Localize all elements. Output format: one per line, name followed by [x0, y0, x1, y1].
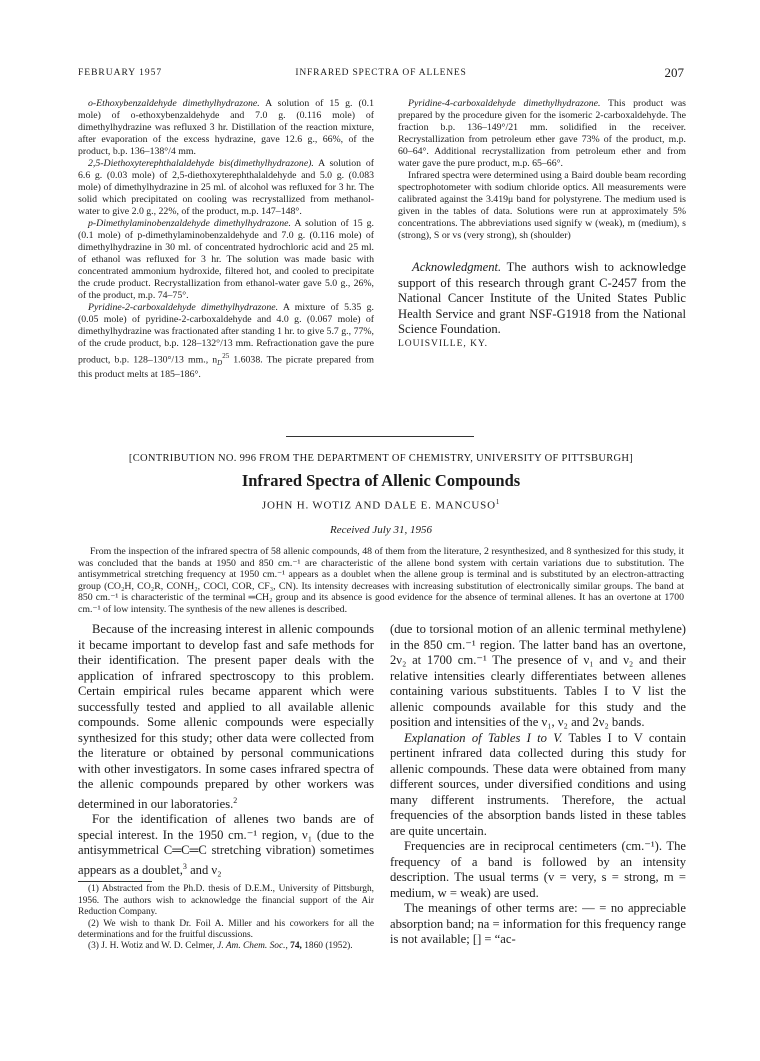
abstract-text: From the inspection of the infrared spectra of 58 allenic compounds, 48 of them from the literature, 2 resynthesized, and 8 synthesized for this study, it was concluded that the bands at 1950 and 850 cm.⁻¹ are characteristic of the allene bond system with certain variations due to substitution. The antisymmetrical stretching frequency at 1950 cm.⁻¹ appears as a doublet when the allene group is terminal and is substituted by an electron-attracting group (CO₂H, CO₂R, CONH₂, COCl, COR, CF₃, CN). Its intensity decreases with increasing substitution of electronically similar groups. The band at 850 cm.⁻¹ is characteristic of the terminal ═CH₂ group and its absence is good evidence for the absence of terminal allenes. It has an overtone at 1700 cm.⁻¹ of low intensity. The synthesis of the new allenes is described.: [78, 546, 684, 615]
paragraph-title: Pyridine-2-carboxaldehyde dimethylhydrazone.: [88, 302, 279, 313]
paragraph-text: This product was prepared by the procedure given for the isomeric 2-carboxaldehyde. The fraction b.p. 136–149°/21 mm. solidified in the receiver. Recrystallization from petroleum ether gave 73% of the product, m.p. 60–64°. Additional recrystallization from petroleum ether and from water gave the pure product, m.p. 65–66°.: [398, 98, 686, 169]
footnotes: [78, 884, 374, 952]
acknowledgment: [398, 260, 686, 338]
top-right-column: [398, 98, 686, 350]
running-header: [78, 66, 684, 82]
footnote-text: ,: [285, 941, 288, 952]
paragraph: Infrared spectra were determined using a Baird double beam recording spectrophotometer with sodium chloride optics. All measurements were calibrated against the 3.419μ band for polystyrene. The medium used is given in the tables of data. Solutions were run at approximately 5% concentrations. The abbreviations used signify w (weak), m (medium), s (strong), S or vs (very strong), sh (shoulder): [398, 170, 686, 241]
paragraph-text: 1.6038. The picrate prepared from this product melts at 185–186°.: [78, 354, 374, 381]
paragraph-text: For the identification of allenes two bands are of special interest. In the 1950 cm.⁻¹ region, ν₁ (due to the antisymmetrical C═C═C stretching vibration) sometimes appears as a doublet,: [78, 812, 374, 877]
paragraph-title: Explanation of Tables I to V.: [404, 730, 563, 745]
paragraph-text: and ν₂: [186, 862, 222, 877]
paragraph-text: A solution of 6.6 g. (0.03 mole) of 2,5-diethoxyterephthalaldehyde and 5.0 g. (0.083 mole) of dimethylhydrazine in 25 ml. of alcohol was refluxed for 3 hr. The solid which precipitated on cooling was recrystallized from methanol-water to give 2.0 g., 22%, of the product, m.p. 147–148°.: [78, 158, 374, 217]
header-date: FEBRUARY 1957: [78, 68, 163, 78]
paragraph: [78, 622, 374, 812]
footnote-ref: 3: [182, 861, 187, 871]
footnote-ref: 1: [495, 498, 501, 506]
footnote: (1) Abstracted from the Ph.D. thesis of D.E.M., University of Pittsburgh, 1956. The authors wish to acknowledge the financial support of the Air Reduction Company.: [78, 884, 374, 918]
body-right-column: [390, 622, 686, 948]
paragraph: The meanings of other terms are: — = no appreciable absorption band; na = information for this frequency range is not available; [] = “ac-: [390, 901, 686, 946]
footnote-ref: 2: [233, 795, 238, 805]
paragraph-title: p-Dimethylaminobenzaldehyde dimethylhydrazone.: [88, 218, 291, 229]
page-number: 207: [664, 65, 684, 80]
paragraph-text: A solution of 15 g. (0.1 mole) of o-ethoxybenzaldehyde and 7.0 g. (0.116 mole) of dimethylhydrazine was refluxed 3 hr. Distillation of the reaction mixture, after evaporation of the excess hydrazine, gave 12.6 g., 66%, of the product, b.p. 136–138°/4 mm.: [78, 98, 374, 157]
footnote-text: (3) J. H. Wotiz and W. D. Celmer,: [88, 941, 218, 952]
footnote-divider: [78, 881, 152, 882]
paragraph: [78, 218, 374, 302]
footnote-text: 1860 (1952).: [301, 941, 353, 952]
paragraph-text: A mixture of 5.35 g. (0.05 mole) of pyridine-2-carboxaldehyde and 4.0 g. (0.067 mole) of dimethylhydrazine was fractionated after standing 1 hr. to give 5.7 g., 77%, of the crude product, b.p. 128–132°/13 mm. Refractionation gave the pure product, b.p. 128–130°/13 mm., n: [78, 302, 374, 366]
journal-volume: 74,: [290, 941, 302, 952]
paragraph: (due to torsional motion of an allenic terminal methylene) in the 850 cm.⁻¹ region. The latter band has an overtone, 2ν₂ at 1700 cm.⁻¹ The presence of ν₁ and ν₂ and their relative intensities clearly differentiates between allenes containing various substituents. Tables I to V list the allenic compounds available for this study and the position and intensities of the ν₁, ν₂ and 2ν₂ bands.: [390, 622, 686, 729]
received-date: Received July 31, 1956: [329, 524, 432, 536]
section-divider: [286, 436, 474, 437]
acknowledgment-title: Acknowledgment.: [412, 260, 502, 274]
contribution-line: [CONTRIBUTION NO. 996 FROM THE DEPARTMENT OF CHEMISTRY, UNIVERSITY OF PITTSBURGH]: [128, 453, 634, 464]
paragraph: [78, 302, 374, 381]
header-title: INFRARED SPECTRA OF ALLENES: [295, 68, 467, 78]
paragraph-title: 2,5-Diethoxyterephthalaldehyde bis(dimethylhydrazone).: [88, 158, 314, 169]
body-text: [78, 622, 374, 878]
abstract: [78, 546, 684, 616]
index-subscript: D: [217, 359, 223, 368]
acknowledgment-text: [398, 260, 686, 338]
affiliation-city: LOUISVILLE, KY.: [398, 338, 489, 349]
article-authors: [78, 498, 684, 512]
article-title: Infrared Spectra of Allenic Compounds: [241, 471, 521, 490]
body-left-column: [78, 622, 374, 953]
footnote: (2) We wish to thank Dr. Foil A. Miller and his coworkers for all the determinations and for the fruitful discussions.: [78, 918, 374, 940]
paragraph: [390, 731, 686, 840]
paragraph-text: A solution of 15 g. (0.1 mole) of p-dimethylaminobenzaldehyde and 7.0 g. (0.116 mole) of dimethylhydrazine in 30 ml. of concentrated hydrochloric acid and 25 ml. of ethanol was refluxed for 3 hr. The solution was made basic with concentrated ammonium hydroxide, filtered hot, and cooled to precipitate the crude product. Recrystallization from ethanol-water gave 5.0 g., 26%, of the product, m.p. 74–75°.: [78, 218, 374, 301]
author-names: JOHN H. WOTIZ AND DALE E. MANCUSO: [261, 499, 496, 512]
paragraph: [78, 158, 374, 218]
journal-name: J. Am. Chem. Soc.: [217, 941, 286, 952]
paragraph-text: Tables I to V contain pertinent infrared data collected during this study for allenic compounds. These data were obtained from many different sources, under diversified conditions and using many different instruments. Therefore, the actual frequencies of the absorption bands listed in these tables are quite uncertain.: [390, 730, 686, 838]
acknowledgment-body: The authors wish to acknowledge support of this research through grant C-2457 from the National Cancer Institute of the United States Public Health Service and grant NSF-G1918 from the National Science Foundation.: [398, 260, 686, 336]
index-superscript: 25: [222, 352, 230, 360]
paragraph-text: Because of the increasing interest in allenic compounds it became important to develop fast and safe methods for their identification. The present paper deals with the application of infrared spectroscopy to this problem. Certain empirical rules became apparent which were successfully tested and applied to all available allenic compounds. Some allenic compounds were especially synthesized for this study; other data were collected from the literature or obtained by personal communications with other investigators. In some cases infrared spectra of the allenic compounds prepared by other workers was determined in our laboratories.: [78, 622, 374, 811]
footnote: [78, 941, 374, 952]
paragraph: [78, 812, 374, 878]
top-left-column: [78, 98, 374, 381]
paragraph-title: Pyridine-4-carboxaldehyde dimethylhydrazone.: [408, 98, 601, 109]
paragraph: [78, 98, 374, 158]
paragraph: Frequencies are in reciprocal centimeters (cm.⁻¹). The frequency of a band is followed by an intensity description. The usual terms (v = very, s = strong, m = medium, w = weak) are used.: [390, 839, 686, 900]
paragraph: [398, 98, 686, 170]
paragraph-title: o-Ethoxybenzaldehyde dimethylhydrazone.: [88, 98, 260, 109]
